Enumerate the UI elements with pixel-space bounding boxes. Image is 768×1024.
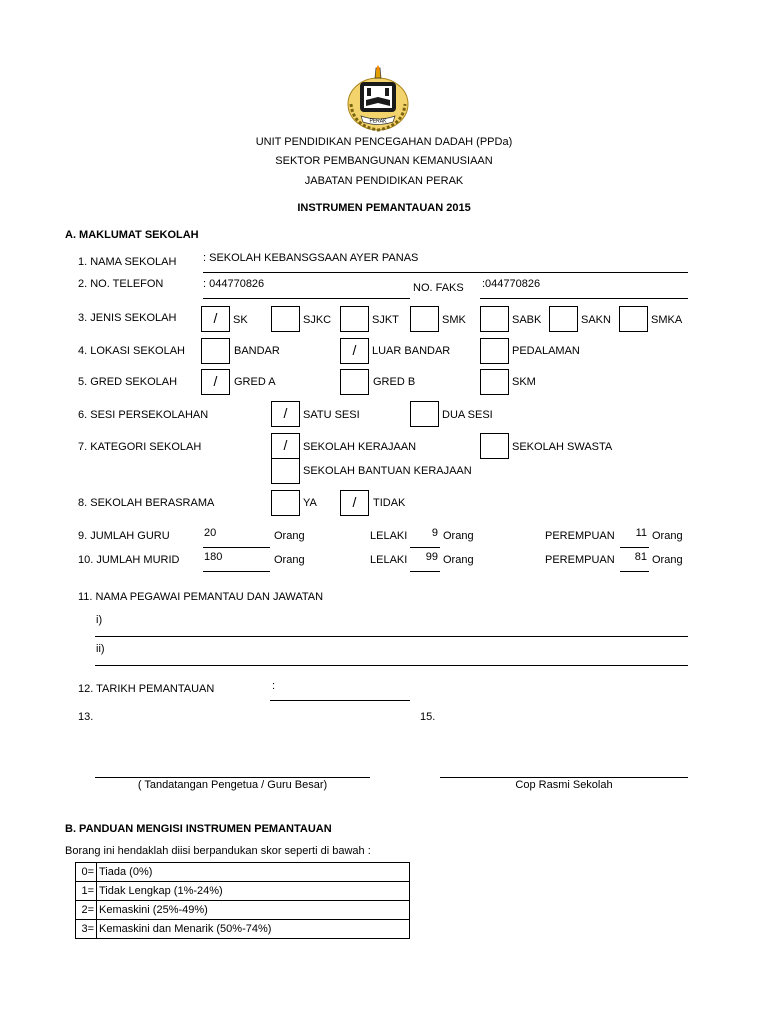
option-sk: SK <box>233 314 248 326</box>
perak-crest-logo <box>343 64 413 134</box>
murid-perempuan-label: PEREMPUAN <box>545 554 615 566</box>
score-key: 2= <box>76 901 97 920</box>
jumlah-guru-value: 20 <box>204 527 217 539</box>
pegawai-item-2: ii) <box>96 643 105 655</box>
nama-sekolah-label: 1. NAMA SEKOLAH <box>78 256 177 268</box>
stamp-caption: Cop Rasmi Sekolah <box>515 779 613 791</box>
murid-perempuan-value: 81 <box>634 551 647 563</box>
option-sakn: SAKN <box>581 314 611 326</box>
section-a-heading: A. MAKLUMAT SEKOLAH <box>65 229 199 241</box>
guru-lelaki-underline <box>410 547 440 548</box>
nama-sekolah-value: : SEKOLAH KEBANSGSAAN AYER PANAS <box>203 252 419 264</box>
guru-perempuan-unit: Orang <box>652 530 683 542</box>
checkbox-gred-a: / <box>201 369 230 395</box>
item-15: 15. <box>420 711 436 723</box>
murid-lelaki-label: LELAKI <box>370 554 408 566</box>
checkbox-gred-b <box>340 369 369 395</box>
option-sjkc: SJKC <box>303 314 332 326</box>
pegawai-line-1 <box>95 636 688 637</box>
signature-caption: ( Tandatangan Pengetua / Guru Besar) <box>137 779 328 791</box>
header-line-1: UNIT PENDIDIKAN PENCEGAHAN DADAH (PPDa) <box>255 136 513 148</box>
checkbox-pedalaman <box>480 338 509 364</box>
faks-underline <box>480 298 688 299</box>
pegawai-item-1: i) <box>96 614 103 626</box>
checkbox-ya <box>271 490 300 516</box>
checkbox-smk <box>410 306 439 332</box>
faks-label: NO. FAKS <box>413 282 464 294</box>
tarikh-label: 12. TARIKH PEMANTAUAN <box>78 683 215 695</box>
option-dua-sesi: DUA SESI <box>442 409 493 421</box>
option-skm: SKM <box>512 376 536 388</box>
checkbox-luar-bandar: / <box>340 338 369 364</box>
header-line-3: JABATAN PENDIDIKAN PERAK <box>304 175 464 187</box>
score-desc: Kemaskini dan Menarik (50%-74%) <box>97 920 410 939</box>
crest-banner-text: PERAK <box>369 118 387 125</box>
checkbox-tidak: / <box>340 490 369 516</box>
jumlah-guru-underline <box>203 547 270 548</box>
score-key: 0= <box>76 863 97 882</box>
jumlah-guru-label: 9. JUMLAH GURU <box>78 530 170 542</box>
item-13: 13. <box>78 711 94 723</box>
option-luar-bandar: LUAR BANDAR <box>372 345 451 357</box>
guru-perempuan-value: 11 <box>635 527 647 539</box>
guru-unit: Orang <box>274 530 305 542</box>
checkbox-sjkc <box>271 306 300 332</box>
checkbox-dua-sesi <box>410 401 439 427</box>
table-row <box>76 882 410 901</box>
document-title: INSTRUMEN PEMANTAUAN 2015 <box>297 202 471 214</box>
guru-perempuan-underline <box>620 547 649 548</box>
murid-lelaki-underline <box>410 571 440 572</box>
option-smk: SMK <box>442 314 466 326</box>
checkbox-satu-sesi: / <box>271 401 300 427</box>
header-line-2: SEKTOR PEMBANGUNAN KEMANUSIAAN <box>275 155 493 167</box>
option-sjkt: SJKT <box>372 314 399 326</box>
sesi-persekolahan-label: 6. SESI PERSEKOLAHAN <box>78 409 209 421</box>
option-satu-sesi: SATU SESI <box>303 409 360 421</box>
score-key: 3= <box>76 920 97 939</box>
guru-perempuan-label: PEREMPUAN <box>545 530 615 542</box>
tarikh-underline <box>270 700 410 701</box>
nama-sekolah-underline <box>203 272 688 273</box>
option-sabk: SABK <box>512 314 542 326</box>
guru-lelaki-unit: Orang <box>443 530 474 542</box>
table-row <box>76 901 410 920</box>
option-sekolah-bantuan-kerajaan: SEKOLAH BANTUAN KERAJAAN <box>303 465 472 477</box>
checkbox-smka <box>619 306 648 332</box>
option-gred-b: GRED B <box>373 376 416 388</box>
checkbox-sakn <box>549 306 578 332</box>
option-gred-a: GRED A <box>234 376 276 388</box>
score-desc: Tiada (0%) <box>97 863 410 882</box>
option-pedalaman: PEDALAMAN <box>512 345 580 357</box>
checkbox-sekolah-bantuan-kerajaan <box>271 458 300 484</box>
gred-sekolah-label: 5. GRED SEKOLAH <box>78 376 178 388</box>
checkbox-sjkt <box>340 306 369 332</box>
pegawai-label: 11. NAMA PEGAWAI PEMANTAU DAN JAWATAN <box>78 591 324 603</box>
option-tidak: TIDAK <box>373 497 406 509</box>
checkbox-sekolah-swasta <box>480 433 509 459</box>
jumlah-murid-value: 180 <box>204 551 223 563</box>
checkbox-skm <box>480 369 509 395</box>
checkbox-sekolah-kerajaan: / <box>271 433 300 459</box>
option-bandar: BANDAR <box>234 345 280 357</box>
table-row <box>76 920 410 939</box>
checkbox-sk: / <box>201 306 230 332</box>
jumlah-murid-label: 10. JUMLAH MURID <box>78 554 180 566</box>
murid-unit: Orang <box>274 554 305 566</box>
jenis-sekolah-label: 3. JENIS SEKOLAH <box>78 312 177 324</box>
jumlah-murid-underline <box>203 571 270 572</box>
guru-lelaki-label: LELAKI <box>370 530 408 542</box>
lokasi-sekolah-label: 4. LOKASI SEKOLAH <box>78 345 185 357</box>
kategori-sekolah-label: 7. KATEGORI SEKOLAH <box>78 441 202 453</box>
section-b-heading: B. PANDUAN MENGISI INSTRUMEN PEMANTAUAN <box>65 823 332 835</box>
option-ya: YA <box>303 497 317 509</box>
table-row <box>76 863 410 882</box>
option-smka: SMKA <box>651 314 683 326</box>
murid-lelaki-unit: Orang <box>443 554 474 566</box>
telefon-label: 2. NO. TELEFON <box>78 278 164 290</box>
murid-perempuan-unit: Orang <box>652 554 683 566</box>
score-table <box>75 862 410 939</box>
checkbox-bandar <box>201 338 230 364</box>
pegawai-line-2 <box>95 665 688 666</box>
sekolah-berasrama-label: 8. SEKOLAH BERASRAMA <box>78 497 215 509</box>
faks-value: :044770826 <box>482 278 541 290</box>
murid-perempuan-underline <box>620 571 649 572</box>
option-sekolah-swasta: SEKOLAH SWASTA <box>512 441 613 453</box>
section-b-intro: Borang ini hendaklah diisi berpandukan skor seperti di bawah : <box>65 845 371 857</box>
guru-lelaki-value: 9 <box>431 527 438 539</box>
option-sekolah-kerajaan: SEKOLAH KERAJAAN <box>303 441 417 453</box>
tarikh-value: : <box>272 680 276 692</box>
murid-lelaki-value: 99 <box>425 551 438 563</box>
score-key: 1= <box>76 882 97 901</box>
telefon-value: : 044770826 <box>203 278 265 290</box>
score-desc: Tidak Lengkap (1%-24%) <box>97 882 410 901</box>
telefon-underline <box>203 298 410 299</box>
checkbox-sabk <box>480 306 509 332</box>
score-desc: Kemaskini (25%-49%) <box>97 901 410 920</box>
